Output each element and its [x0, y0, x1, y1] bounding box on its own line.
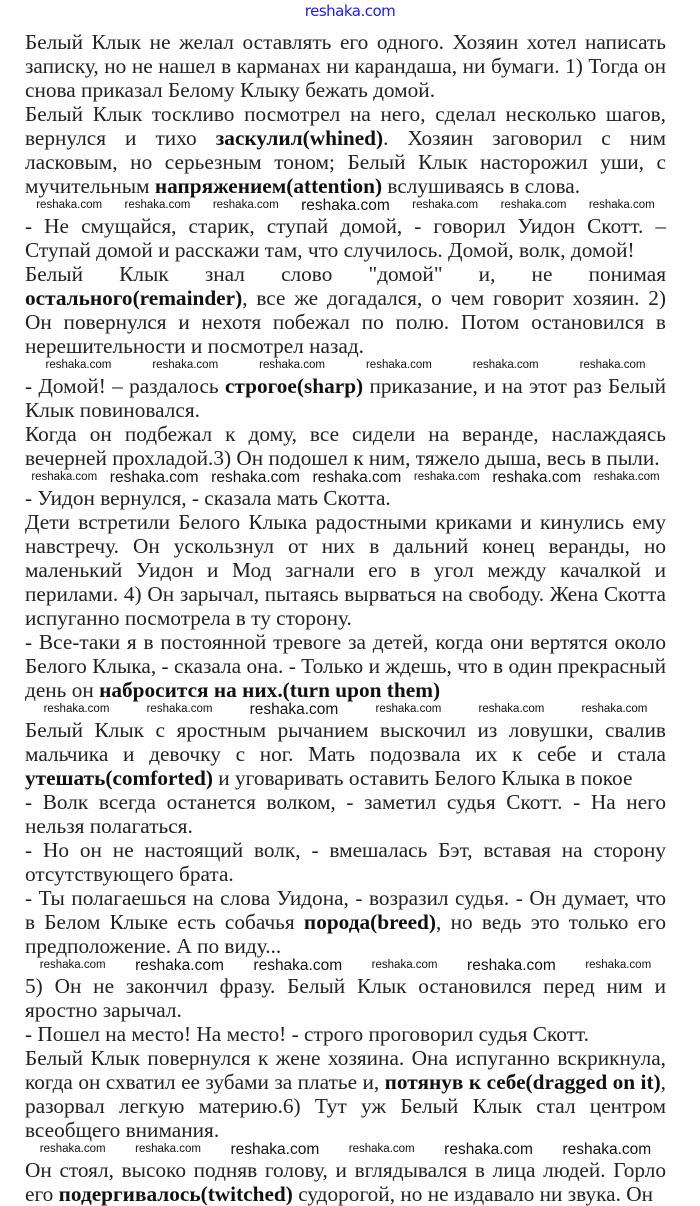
watermark-row — [25, 702, 666, 718]
paragraph — [25, 886, 666, 958]
text-segment: , разорвал легкую материю.6) Тут уж Белый Клык стал центром всеобщего внимания. — [25, 1070, 666, 1142]
paragraph — [25, 30, 666, 102]
watermark: reshaka.com — [212, 199, 279, 212]
text-segment: приказание, и на этот раз Белый Клык повиновался. — [25, 374, 667, 422]
paragraph — [25, 510, 666, 630]
watermark-row — [25, 358, 666, 374]
vocabulary-term: строгое(sharp) — [224, 374, 364, 398]
text-segment: Белый Клык знал слово "домой" и, не понимая — [25, 262, 666, 286]
vocabulary-term: остального(remainder) — [25, 286, 243, 310]
watermark: reshaka.com — [36, 199, 103, 212]
text-segment: Белый Клык повернулся к жене хозяина. Она испуганно вскрикнула, когда он схватил ее зубами за платье и, — [25, 1046, 666, 1094]
watermark: reshaka.com — [124, 199, 191, 212]
watermark: reshaka.com — [581, 703, 648, 716]
watermark: reshaka.com — [39, 959, 106, 972]
watermark: reshaka.com — [146, 703, 213, 716]
watermark: reshaka.com — [249, 701, 339, 719]
vocabulary-term: набросится на них.(turn upon them) — [99, 678, 441, 702]
paragraph — [25, 1022, 666, 1046]
text-segment: Дети встретили Белого Клыка радостными криками и кинулись ему навстречу. Он ускользнул от них в дальний конец веранды, но маленький Уидон и Мод загнали его в угол между качалкой и перилами. 4) Он зарычал, пытаясь вырваться на свободу. Жена Скотта испуганно посмотрела в ту сторону. — [25, 510, 666, 630]
watermark: reshaka.com — [562, 1141, 652, 1159]
watermark: reshaka.com — [585, 959, 652, 972]
paragraph — [25, 790, 666, 838]
paragraph — [25, 374, 666, 422]
watermark: reshaka.com — [211, 469, 300, 487]
watermark: reshaka.com — [492, 469, 582, 487]
watermark: reshaka.com — [312, 469, 402, 487]
watermark: reshaka.com — [500, 199, 567, 212]
text-segment: вслушиваясь в слова. — [382, 174, 581, 198]
watermark: reshaka.com — [43, 703, 110, 716]
watermark: reshaka.com — [135, 1143, 201, 1156]
watermark: reshaka.com — [253, 957, 343, 975]
text-segment: Белый Клык тоскливо посмотрел на него, сделал несколько шагов, вернулся и тихо — [25, 102, 666, 150]
watermark: reshaka.com — [135, 957, 224, 975]
watermark: reshaka.com — [579, 359, 646, 372]
vocabulary-term: напряжением(attention) — [154, 174, 383, 198]
watermark-row — [25, 1142, 666, 1158]
watermark: reshaka.com — [230, 1141, 320, 1159]
text-segment: Белый Клык с яростным рычанием выскочил из ловушки, свалив мальчика и девочку с ног. Мать подозвала их к себе и стала — [25, 718, 666, 766]
text-segment: Он стоял, высоко подняв голову, и вглядывался в лица людей. Горло его — [25, 1158, 666, 1206]
watermark: reshaka.com — [45, 359, 112, 372]
paragraph — [25, 838, 666, 886]
watermark: reshaka.com — [31, 471, 98, 484]
text-segment: , все же догадался, о чем говорит хозяин. 2) Он повернулся и нехотя побежал по полю. Потом остановился в нерешительности и посмотрел назад. — [25, 286, 666, 358]
vocabulary-term: заскулил(whined) — [215, 126, 384, 150]
watermark: reshaka.com — [301, 197, 390, 215]
watermark: reshaka.com — [593, 471, 660, 484]
watermark: reshaka.com — [348, 1143, 415, 1156]
watermark: reshaka.com — [365, 359, 432, 372]
paragraph — [25, 974, 666, 1022]
watermark: reshaka.com — [413, 471, 480, 484]
watermark-row — [25, 470, 666, 486]
paragraph — [25, 630, 666, 702]
watermark: reshaka.com — [109, 469, 199, 487]
vocabulary-term: утешать(comforted) — [25, 766, 213, 790]
vocabulary-term: порода(breed) — [303, 910, 436, 934]
watermark-row — [25, 958, 666, 974]
text-segment: Когда он подбежал к дому, все сидели на веранде, наслаждаясь вечерней прохладой.3) Он подошел к ним, тяжело дыша, весь в пыли. — [25, 422, 666, 470]
text-segment: , но ведь это только его предположение. А по виду... — [25, 910, 666, 958]
text-segment: . Хозяин заговорил с ним ласковым, но серьезным тоном; Белый Клык насторожил уши, с мучительным — [25, 126, 666, 198]
watermark: reshaka.com — [412, 199, 479, 212]
paragraph — [25, 486, 666, 510]
watermark: reshaka.com — [152, 359, 219, 372]
paragraph — [25, 262, 666, 358]
text-segment: - Не смущайся, старик, ступай домой, - говорил Уидон Скотт. – Ступай домой и расскажи там, что случилось. Домой, волк, домой! — [25, 214, 666, 262]
site-header-link[interactable]: reshaka.com — [304, 2, 396, 20]
watermark: reshaka.com — [375, 703, 442, 716]
text-segment: судорогой, но не издавало ни звука. Он — [292, 1182, 654, 1206]
text-segment: и уговаривать оставить Белого Клыка в покое — [212, 766, 633, 790]
text-segment: - Все-таки я в постоянной тревоге за детей, когда они вертятся около Белого Клыка, - сказала она. - Только и ждешь, что в один прекрасный день он — [25, 630, 666, 702]
text-segment: - Но он не настоящий волк, - вмешалась Бэт, вставая на сторону отсутствующего брата. — [25, 838, 666, 886]
watermark: reshaka.com — [444, 1141, 533, 1159]
watermark: reshaka.com — [259, 359, 325, 372]
watermark: reshaka.com — [588, 199, 655, 212]
paragraph — [25, 422, 666, 470]
watermark: reshaka.com — [371, 959, 438, 972]
watermark: reshaka.com — [478, 703, 545, 716]
text-segment: 5) Он не закончил фразу. Белый Клык остановился перед ним и яростно зарычал. — [25, 974, 666, 1022]
text-segment: - Домой! – раздалось — [25, 374, 225, 398]
vocabulary-term: потянув к себе(dragged on it) — [384, 1070, 661, 1094]
watermark-row — [25, 198, 666, 214]
text-segment: - Уидон вернулся, - сказала мать Скотта. — [25, 486, 391, 510]
watermark: reshaka.com — [472, 359, 539, 372]
paragraph — [25, 102, 666, 198]
paragraph — [25, 1046, 666, 1142]
watermark: reshaka.com — [39, 1143, 106, 1156]
text-segment: - Волк всегда останется волком, - заметил судья Скотт. - На него нельзя полагаться. — [25, 790, 666, 838]
text-segment: - Пошел на место! На место! - строго проговорил судья Скотт. — [25, 1022, 589, 1046]
paragraph — [25, 214, 666, 262]
watermark: reshaka.com — [467, 957, 556, 975]
document-body — [25, 30, 666, 1206]
vocabulary-term: подергивалось(twitched) — [58, 1182, 293, 1206]
paragraph — [25, 718, 666, 790]
text-segment: - Ты полагаешься на слова Уидона, - возразил судья. - Он думает, что в Белом Клыке есть собачья — [25, 886, 666, 934]
text-segment: Белый Клык не желал оставлять его одного. Хозяин хотел написать записку, но не нашел в карманах ни карандаша, ни бумаги. 1) Тогда он снова приказал Белому Клыку бежать домой. — [25, 30, 666, 102]
